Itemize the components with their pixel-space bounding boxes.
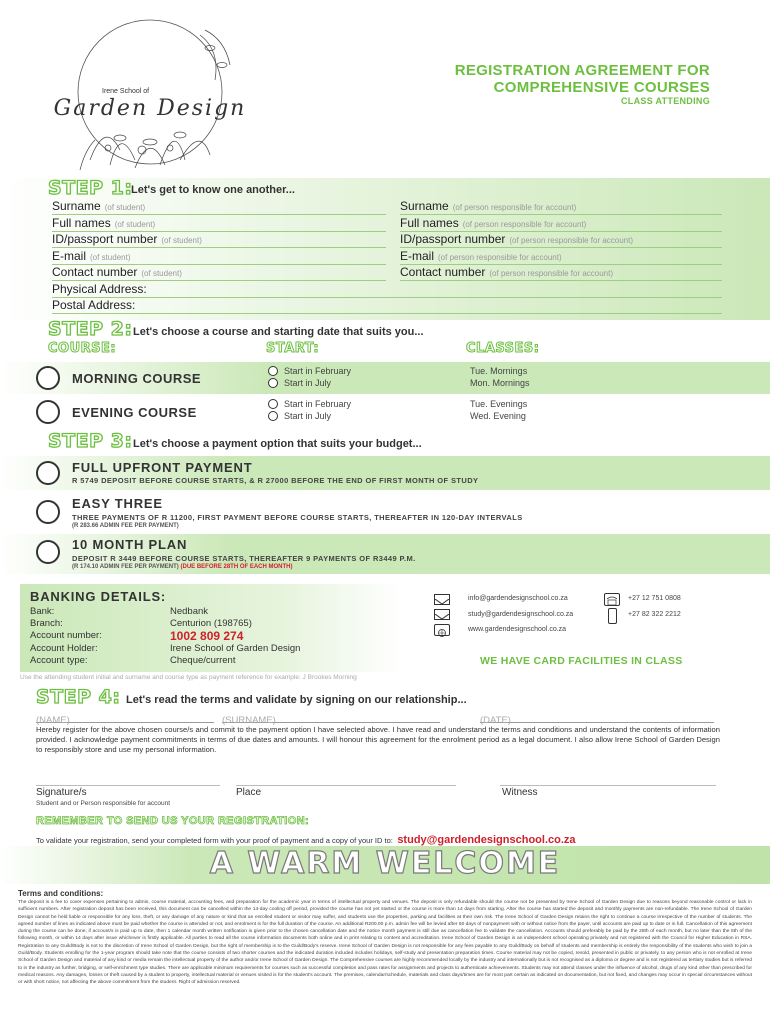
- student-field-note: (of student): [141, 269, 182, 279]
- mail-icon-1: [434, 594, 450, 605]
- bank-row-label: Branch:: [30, 618, 63, 630]
- ten-month-title: 10 MONTH PLAN: [72, 537, 188, 552]
- bank-row-label: Bank:: [30, 606, 55, 617]
- student-field-1[interactable]: [52, 216, 386, 232]
- mail-icon-2: [434, 609, 450, 620]
- email-study-link[interactable]: study@gardendesignschool.co.za: [468, 611, 574, 618]
- card-facilities-note: WE HAVE CARD FACILITIES IN CLASS: [480, 655, 683, 667]
- postal-address-field[interactable]: [52, 298, 722, 314]
- name-field[interactable]: [36, 710, 214, 726]
- agreement-statement: Hereby register for the above chosen course/s and commit to the payment option I have selected above. I have read and understand the terms and conditions and understand the contents of information provided. I acknowledge payment commitments in terms of due dates and amounts. I will honour this agreement for the enrolment period as a legal document. I also allow Irene School of Garden Design to responsibly store and use my personal information.: [36, 725, 720, 754]
- phone-icon: [604, 593, 620, 606]
- account-holder-field-note: (of person responsible for account): [452, 203, 577, 212]
- step2-label: STEP 2:: [48, 318, 133, 340]
- postal-address-label: Postal Address:: [52, 298, 136, 312]
- student-field-label: Full names: [52, 215, 111, 230]
- bank-row-label: Account number:: [30, 630, 102, 642]
- account-holder-field-note: (of person responsible for account): [438, 252, 562, 262]
- bank-row-label: Account Holder:: [30, 642, 98, 654]
- logo-top-text: Irene School of: [102, 88, 150, 95]
- place-label: Place: [236, 787, 262, 798]
- student-field-note: (of student): [104, 203, 146, 212]
- date-label: (DATE): [480, 715, 511, 726]
- evening-class-2: Wed. Evening: [470, 411, 526, 421]
- full-upfront-title: FULL UPFRONT PAYMENT: [72, 460, 253, 475]
- step1-label: STEP 1:: [48, 177, 133, 199]
- witness-line[interactable]: [500, 778, 716, 786]
- account-holder-field-label: Contact number: [400, 265, 486, 280]
- student-field-label: ID/passport number: [52, 232, 158, 247]
- terms-title: Terms and conditions:: [18, 889, 104, 898]
- student-field-4[interactable]: [52, 265, 386, 281]
- bank-row-value: Nedbank: [170, 606, 209, 617]
- date-field[interactable]: [480, 710, 714, 726]
- evening-start-feb-radio[interactable]: [268, 399, 278, 409]
- easy-three-title: EASY THREE: [72, 496, 163, 511]
- ten-month-due-note: (DUE BEFORE 28TH OF EACH MONTH): [180, 564, 293, 570]
- full-upfront-terms: R 5749 DEPOSIT BEFORE COURSE STARTS, & R 27000 BEFORE THE END OF FIRST MONTH OF STUDY: [72, 476, 479, 485]
- student-field-2[interactable]: [52, 232, 386, 248]
- step1-subtitle: Let's get to know one another...: [131, 184, 295, 196]
- evening-start-feb-label: Start in February: [284, 399, 352, 409]
- school-logo: [50, 10, 250, 180]
- signature-note: Student and or Person responsible for account: [36, 800, 171, 807]
- step4-label: STEP 4:: [36, 686, 121, 708]
- reminder-instructions: To validate your registration, send your completed form with your proof of payment and a copy of your ID to:: [36, 836, 393, 845]
- signature-label: Signature/s: [36, 787, 87, 798]
- student-field-note: (of student): [161, 236, 202, 246]
- surname-label: (SURNAME): [222, 715, 276, 726]
- col-classes-header: CLASSES:: [466, 341, 540, 356]
- ten-month-admin-fee-text: (R 174.10 ADMIN FEE PER PAYMENT): [72, 564, 179, 570]
- easy-three-admin-fee: (R 283.66 ADMIN FEE PER PAYMENT): [72, 523, 179, 529]
- student-field-label: Surname: [52, 199, 101, 213]
- website-link[interactable]: www.gardendesignschool.co.za: [468, 626, 567, 633]
- banking-title: BANKING DETAILS:: [30, 589, 167, 604]
- account-holder-field-3[interactable]: [400, 249, 722, 265]
- welcome-banner: A WARM WELCOME: [209, 846, 561, 881]
- evening-class-1: Tue. Evenings: [470, 399, 528, 409]
- ten-month-radio[interactable]: [36, 540, 60, 564]
- bank-row-value: Irene School of Garden Design: [170, 642, 301, 654]
- col-start-header: START:: [266, 341, 320, 356]
- morning-course-label: MORNING COURSE: [72, 371, 202, 386]
- account-holder-field-note: (of person responsible for account): [509, 236, 634, 246]
- account-holder-field-label: E-mail: [400, 248, 435, 263]
- step3-label: STEP 3:: [48, 430, 133, 452]
- title-subtitle: CLASS ATTENDING: [621, 96, 710, 106]
- student-field-label: E-mail: [52, 248, 87, 263]
- full-upfront-radio[interactable]: [36, 461, 60, 485]
- morning-start-feb-label: Start in February: [284, 366, 352, 376]
- signature-line[interactable]: [36, 778, 220, 786]
- phone-number-2[interactable]: +27 82 322 2212: [628, 611, 681, 618]
- evening-course-radio[interactable]: [36, 400, 60, 424]
- morning-start-jul-radio[interactable]: [268, 378, 278, 388]
- step2-subtitle: Let's choose a course and starting date that suits you...: [133, 326, 424, 338]
- email-info-link[interactable]: info@gardendesignschool.co.za: [468, 595, 568, 602]
- mobile-icon: [608, 608, 617, 624]
- bank-row-value: 1002 809 274: [170, 629, 244, 644]
- easy-three-terms: THREE PAYMENTS OF R 11200, FIRST PAYMENT BEFORE COURSE STARTS, THEREAFTER IN 120-DAY INTERVALS: [72, 513, 523, 522]
- evening-start-jul-radio[interactable]: [268, 411, 278, 421]
- student-field-3[interactable]: [52, 249, 386, 265]
- place-line[interactable]: [236, 778, 456, 786]
- page-title: [455, 62, 710, 106]
- account-holder-field-note: (of person responsible for account): [489, 269, 614, 279]
- easy-three-radio[interactable]: [36, 500, 60, 524]
- morning-start-feb-radio[interactable]: [268, 366, 278, 376]
- surname-field[interactable]: [222, 710, 440, 726]
- ten-month-terms: DEPOSIT R 3449 BEFORE COURSE STARTS, THEREAFTER 9 PAYMENTS OF R3449 P.M.: [72, 554, 416, 563]
- name-label: (NAME): [36, 715, 70, 726]
- bank-row-value: Cheque/current: [170, 654, 236, 666]
- account-holder-field-4[interactable]: [400, 265, 722, 281]
- student-field-note: (of student): [90, 252, 131, 262]
- title-line-2: COMPREHENSIVE COURSES: [493, 79, 710, 96]
- account-holder-field-2[interactable]: [400, 232, 722, 248]
- witness-label: Witness: [502, 787, 538, 798]
- account-holder-field-label: Surname: [400, 199, 449, 213]
- step3-subtitle: Let's choose a payment option that suits your budget...: [133, 438, 422, 450]
- morning-class-2: Mon. Mornings: [470, 378, 530, 388]
- morning-course-radio[interactable]: [36, 366, 60, 390]
- account-holder-field-1[interactable]: [400, 216, 722, 232]
- phone-number-1[interactable]: +27 12 751 0808: [628, 595, 681, 602]
- bank-row-value: Centurion (198765): [170, 618, 252, 630]
- account-holder-field-0[interactable]: [400, 199, 722, 215]
- terms-body: The deposit is a fee to cover expenses pertaining to admin, course material, accounting fees, and preparation for the academic year in terms of intellectual property and venues. The deposit is only refundable should the course not be presented by Irene School of Garden Design due to reasons beyond reasonable control or lack in sufficient numbers. After registration deposit has been received, this document can be cancelled within the 14-day cooling off period, provided the course has not yet started or the course is more than 14 days from starting. After the course has started the deposit and monthly payments are non-refundable. The Irene School of Garden Design cannot be held liable or responsible for any loss, theft, or any damage of any nature or kind that an enrolled student or visitor may suffer, and students use the properties, parking and facilities at their own risk. The Irene School of Garden Design retains the right to continue a course irrespective of the number of students. The agreed number of lines as indicated above must be paid whether the course is attended or not, and enrolment is for the full duration of the course. An additional R200.00 p.m. admin fee will be levied after 60 days of nonpayment with or without notice from the payer, until accounts are paid up to date or in full. Cancellation of this agreement during the course can be done, if account/s is paid up to date, then 1 calendar month written notification is given prior to the chosen cancellation date and the notice month payment is still due as cancellation fee to validate the cancellation. Accounts should preferably be paid by the 28th of each month, but no later than the 5th of the following month, or within 14 days after issue whichever is firstly applicable. All parties to read all the course information documents both online and in print relating to content and accreditation. Irene School of Garden Design is an independent school operating privately and not registered with the Council for Higher Education in RSA. Registration to any Guild/Body is not to the discretion of Irene School of Garden Design, but the right of membership is to the Guild/Body's reserve. Irene School of Garden Design is not responsible for any fees payable to any Guild/Body on behalf of students and membership is entirely the responsibility of the students who wish to join a Guild/Body. Students enrolling for the 1-year program should take note that the course consists of two shorter courses and the indicated duration included includes holidays, self-study and presentation preparation times. Course material may not be copied, resold, presented in public or privately, to any person who is not enrolled at Irene School of Garden Design and material of any kind or media remain the intellectual property of the author and/or Irene School of Garden Design. The Comprehensive courses are highly recommended locally by the industry and internationally but is not recognised as a diploma or degree and is not registered as tertiary studies but is referred to in the industry as further, bridging, or self-enrichment type studies. There are applicable minimum requirements for courses such as successful completion and pass rates for assignments and projects to authenticate achievements. Students may not attend classes under the influence of alcohol, drugs of any kind other than prescribed for medical reasons. Any damages, losses or theft caused by a student to property, intellectual material or venues visited is for the student's account. The premises, calendar/schedule, materials and class days/times are for most part certain as indicated on documentation, but not fixed, and changes may occur in special circumstances without or with short notice, not affecting the above commitment from the student. Right of admission reserved.: [18, 900, 752, 986]
- ten-month-admin-fee: [72, 564, 293, 570]
- student-field-note: (of student): [114, 219, 156, 229]
- student-field-label: Contact number: [52, 265, 138, 280]
- physical-address-label: Physical Address:: [52, 282, 147, 296]
- account-holder-field-note: (of person responsible for account): [462, 219, 587, 229]
- account-holder-field-label: Full names: [400, 215, 459, 230]
- evening-course-label: EVENING COURSE: [72, 405, 197, 420]
- student-field-0[interactable]: [52, 199, 386, 215]
- title-line-1: REGISTRATION AGREEMENT FOR: [454, 62, 710, 79]
- morning-start-jul-label: Start in July: [284, 378, 332, 388]
- bank-row-label: Account type:: [30, 654, 88, 666]
- payment-reference-note: Use the attending student initial and surname and course type as payment reference for example: J Brookes Morning: [20, 674, 357, 681]
- step4-subtitle: Let's read the terms and validate by signing on our relationship...: [126, 694, 467, 706]
- physical-address-field[interactable]: [52, 282, 722, 298]
- globe-icon: [434, 624, 450, 636]
- logo-script-text: Garden Design: [53, 96, 247, 121]
- reminder-title: REMEMBER TO SEND US YOUR REGISTRATION:: [36, 815, 310, 827]
- morning-class-1: Tue. Mornings: [470, 366, 528, 376]
- logo-wreath-icon: [50, 10, 250, 180]
- account-holder-field-label: ID/passport number: [400, 232, 506, 247]
- col-course-header: COURSE:: [48, 341, 117, 356]
- reminder-email-link[interactable]: study@gardendesignschool.co.za: [397, 834, 576, 846]
- evening-start-jul-label: Start in July: [284, 411, 332, 421]
